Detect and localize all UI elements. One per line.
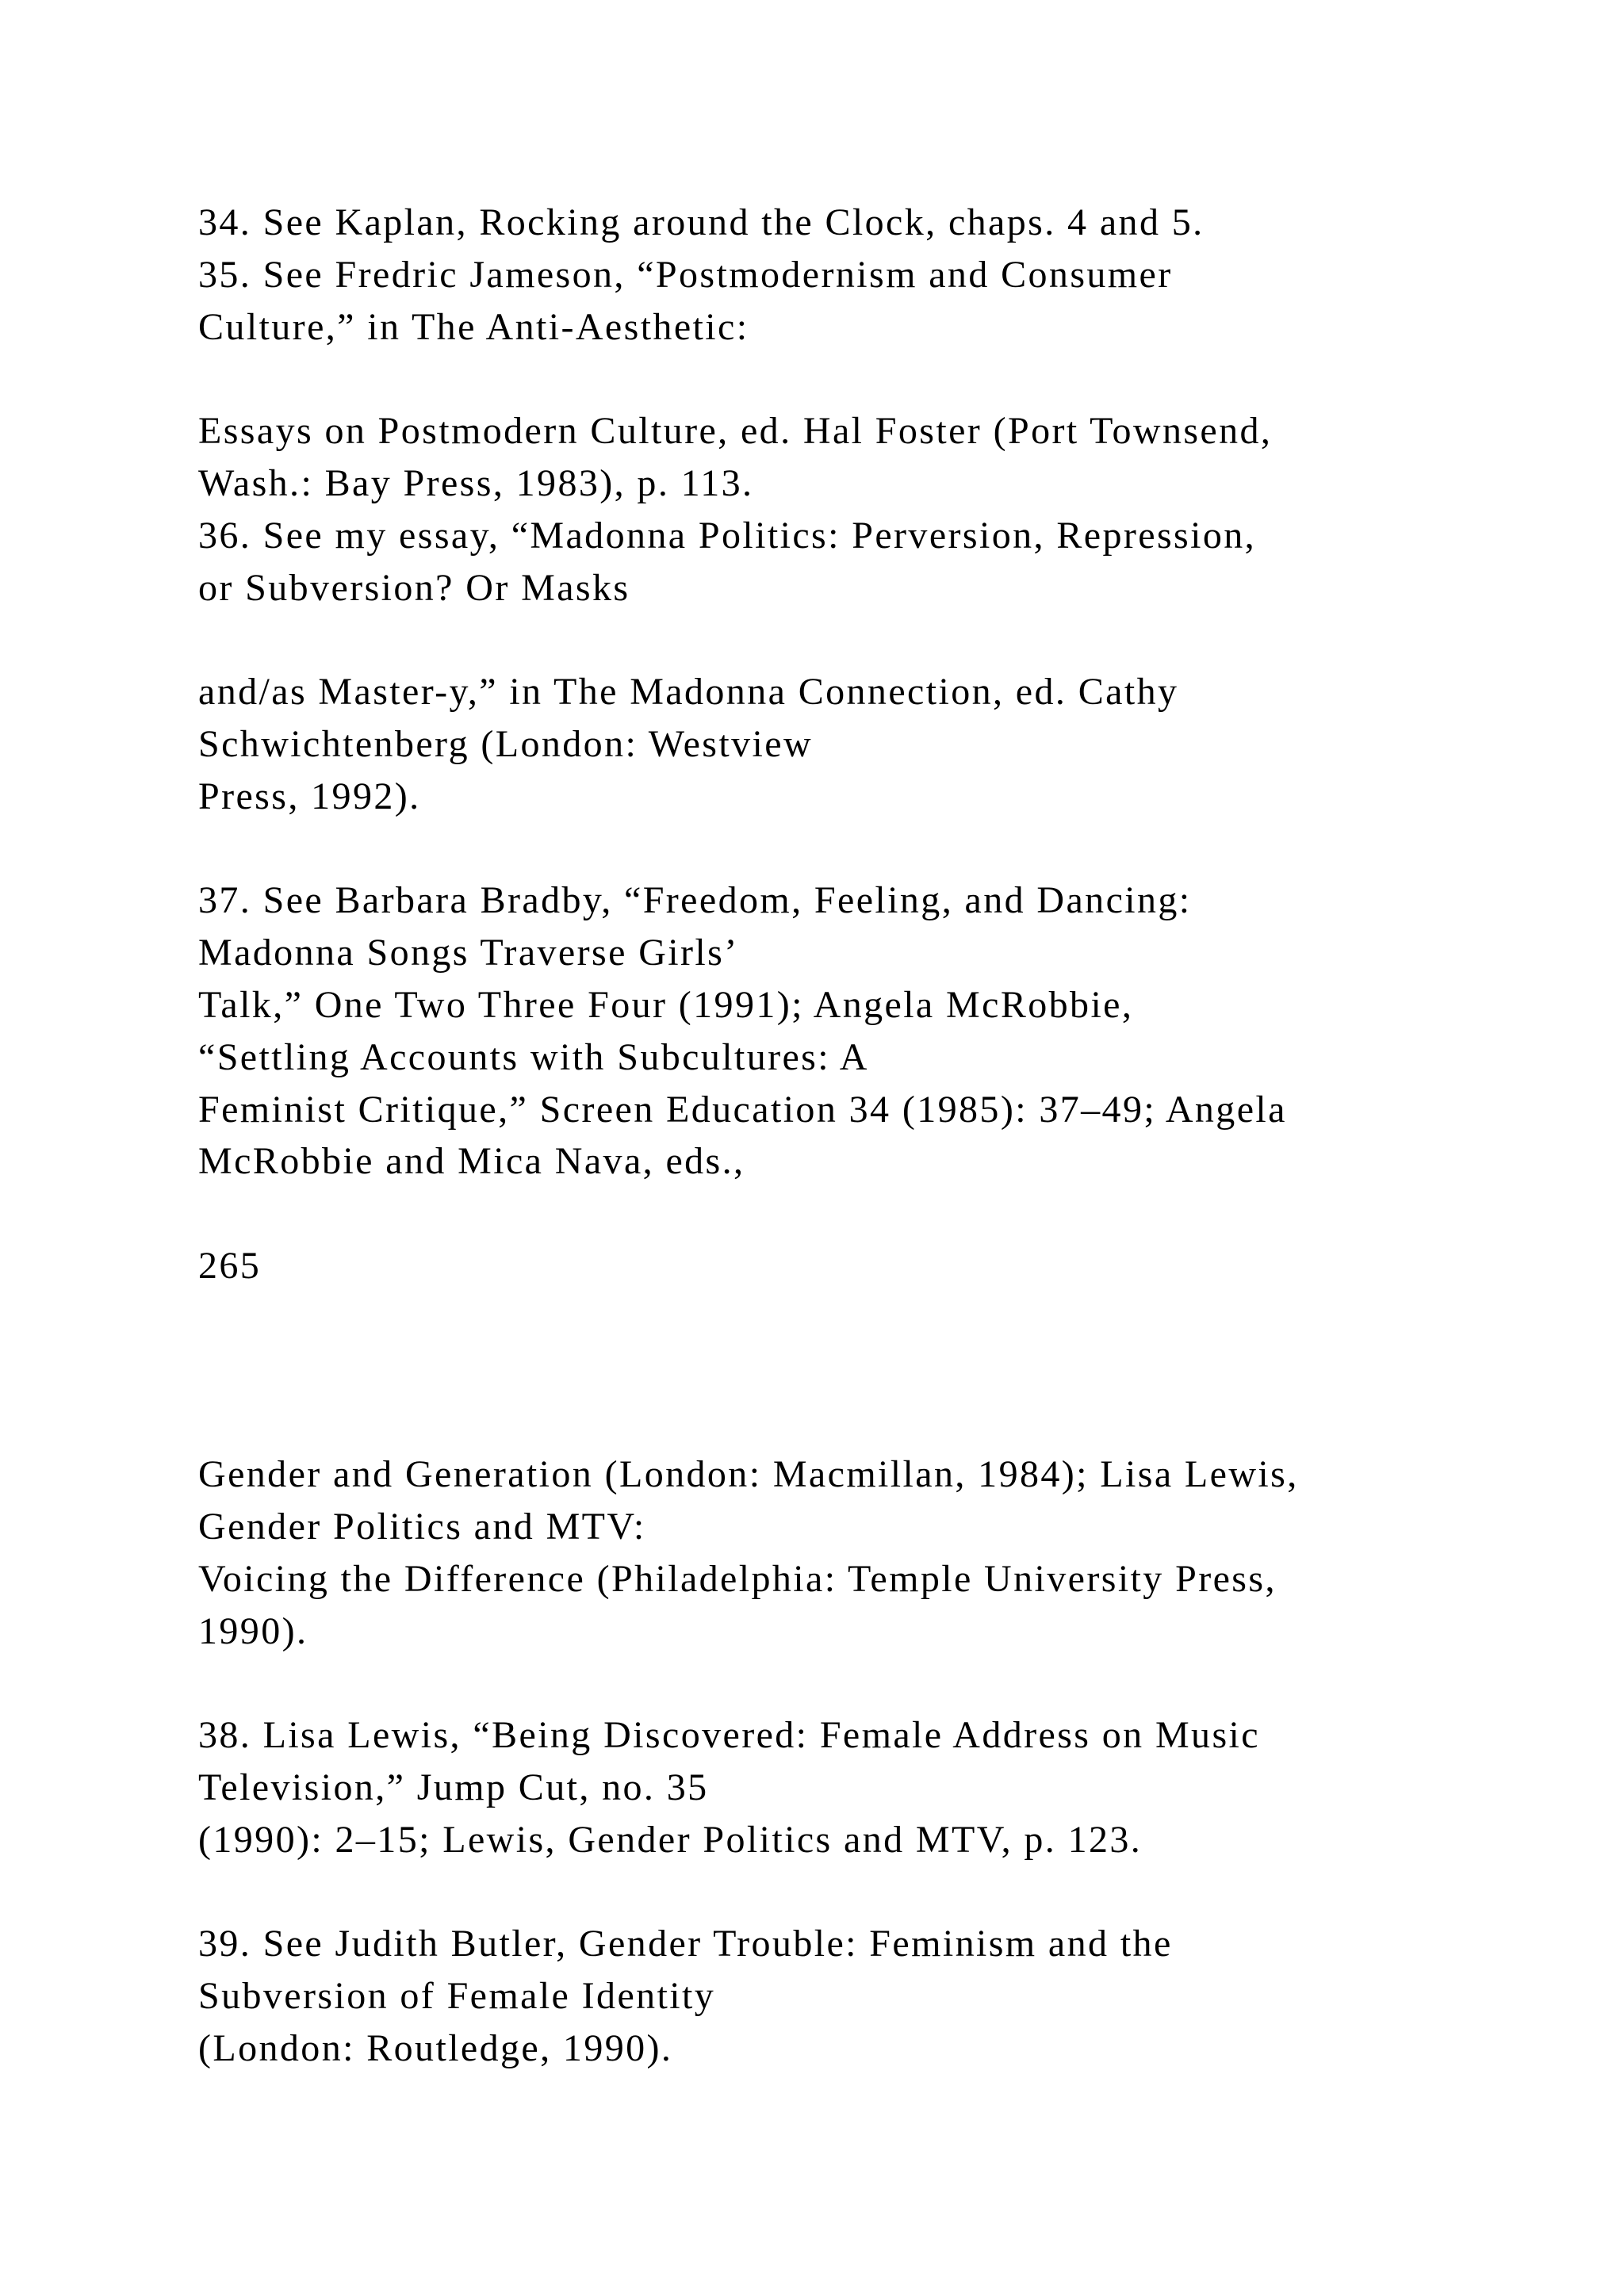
blank-line	[198, 1292, 1594, 1345]
text-line: 1990).	[198, 1609, 308, 1652]
text-line: and/as Master-y,” in The Madonna Connection, ed. Cathy	[198, 671, 1179, 714]
text-line: 35. See Fredric Jameson, “Postmodernism and Consumer	[198, 253, 1173, 296]
text-line: Schwichtenberg (London: Westview	[198, 722, 814, 765]
text-line: Voicing the Difference (Philadelphia: Temple University Press,	[198, 1557, 1277, 1600]
blank-line	[198, 1866, 1594, 1919]
blank-line	[198, 353, 1594, 405]
text-line: or Subversion? Or Masks	[198, 566, 630, 609]
text-line: McRobbie and Mica Nava, eds.,	[198, 1140, 745, 1183]
blank-line	[198, 1657, 1594, 1709]
blank-line	[198, 1188, 1594, 1240]
text-line: Subversion of Female Identity	[198, 1975, 716, 2018]
text-line: (1990): 2–15; Lewis, Gender Politics and MTV, p. 123.	[198, 1818, 1143, 1861]
text-line: (London: Routledge, 1990).	[198, 2026, 673, 2069]
text-line: Talk,” One Two Three Four (1991); Angela McRobbie,	[198, 983, 1134, 1026]
text-line: Feminist Critique,” Screen Education 34 (1985): 37–49; Angela	[198, 1088, 1287, 1131]
text-line: 34. See Kaplan, Rocking around the Clock, chaps. 4 and 5.	[198, 201, 1205, 243]
blank-line	[198, 823, 1594, 875]
text-line: “Settling Accounts with Subcultures: A	[198, 1035, 869, 1078]
text-line: Gender and Generation (London: Macmillan, 1984); Lisa Lewis,	[198, 1453, 1299, 1496]
text-line: Wash.: Bay Press, 1983), p. 113.	[198, 461, 754, 504]
blank-line	[198, 1345, 1594, 1397]
text-line: 39. See Judith Butler, Gender Trouble: Feminism and the	[198, 1923, 1173, 1965]
text-line: Television,” Jump Cut, no. 35	[198, 1766, 709, 1808]
text-line: Madonna Songs Traverse Girls’	[198, 932, 739, 974]
footnotes-text-block	[198, 197, 1594, 2075]
text-line: 36. See my essay, “Madonna Politics: Perversion, Repression,	[198, 514, 1257, 557]
text-line: Essays on Postmodern Culture, ed. Hal Foster (Port Townsend,	[198, 410, 1273, 453]
page-number: 265	[198, 1244, 262, 1287]
text-line: Gender Politics and MTV:	[198, 1505, 646, 1548]
text-line: 38. Lisa Lewis, “Being Discovered: Female Address on Music	[198, 1714, 1260, 1757]
blank-line	[198, 614, 1594, 666]
text-line: Culture,” in The Anti-Aesthetic:	[198, 305, 749, 348]
blank-line	[198, 1396, 1594, 1448]
text-line: 37. See Barbara Bradby, “Freedom, Feeling, and Dancing:	[198, 879, 1192, 922]
text-line: Press, 1992).	[198, 775, 421, 817]
